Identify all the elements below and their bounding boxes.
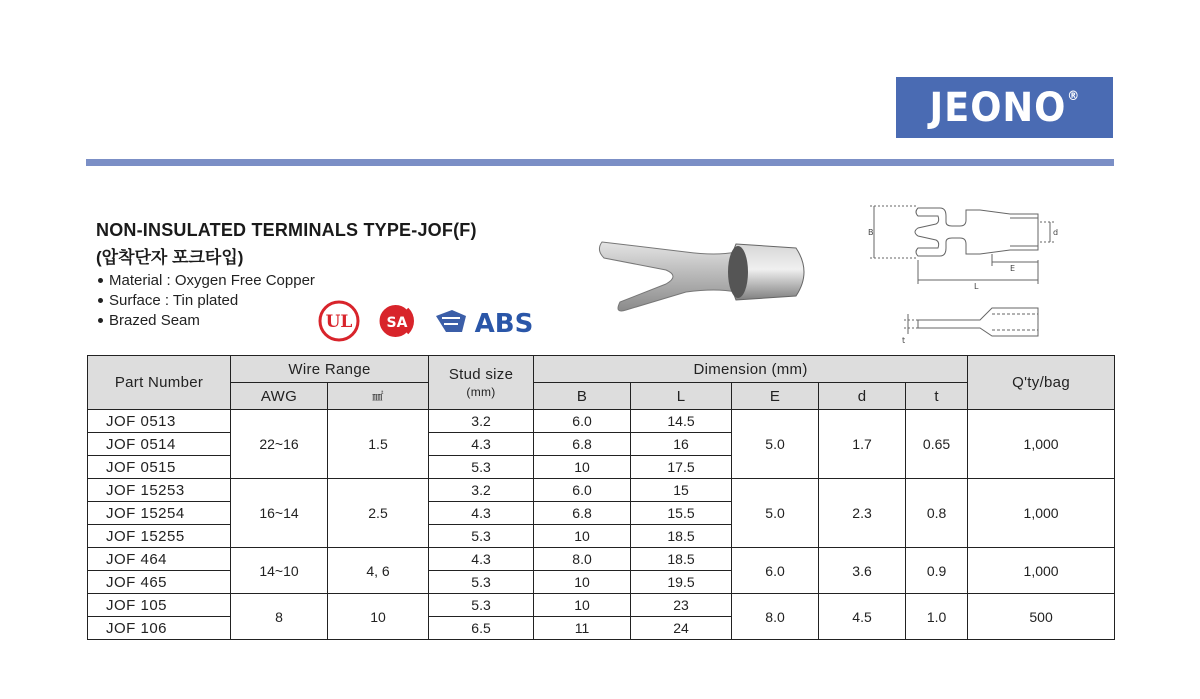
- table-row: JOF 0514 4.3 6.8 16: [88, 433, 1115, 456]
- label-b: B: [868, 228, 874, 237]
- header-b: B: [534, 383, 631, 410]
- header-mm2: ㎟: [328, 383, 429, 410]
- header-l: L: [631, 383, 732, 410]
- header-part-number: Part Number: [88, 356, 231, 410]
- fork-terminal-photo: [596, 230, 816, 322]
- product-title: NON-INSULATED TERMINALS TYPE-JOF(F): [96, 220, 477, 240]
- header-d: d: [819, 383, 906, 410]
- table-row: JOF 15255 5.3 10 18.5: [88, 525, 1115, 548]
- csa-mark-text: SA: [386, 315, 408, 331]
- brand-name: JEONO®: [929, 84, 1080, 131]
- header-awg: AWG: [231, 383, 328, 410]
- table-row: JOF 0513 22~16 1.5 3.2 6.0 14.5 5.0 1.7 0.65 1,000: [88, 410, 1115, 433]
- ul-mark-icon: [318, 300, 360, 342]
- abs-mark-icon: [432, 302, 540, 340]
- header-wire-range: Wire Range: [231, 356, 429, 383]
- header-rule: [86, 159, 1114, 166]
- brand-logo: [896, 77, 1113, 138]
- ul-mark-text: UL: [325, 312, 353, 332]
- header-e: E: [732, 383, 819, 410]
- table-row: JOF 106 6.5 11 24: [88, 617, 1115, 640]
- spec-surface: Surface : Tin plated: [98, 292, 238, 309]
- dimension-drawing: [860, 196, 1070, 346]
- table-row: JOF 0515 5.3 10 17.5: [88, 456, 1115, 479]
- spec-seam: Brazed Seam: [98, 312, 200, 329]
- label-l: L: [974, 282, 979, 291]
- table-row: JOF 105 8 10 5.3 10 23 8.0 4.5 1.0 500: [88, 594, 1115, 617]
- table-row: JOF 464 14~10 4, 6 4.3 8.0 18.5 6.0 3.6 0.9 1,000: [88, 548, 1115, 571]
- header-t: t: [906, 383, 968, 410]
- spec-material: Material : Oxygen Free Copper: [98, 272, 315, 289]
- registered-mark: ®: [1066, 88, 1080, 104]
- csa-mark-icon: [374, 300, 418, 342]
- label-t: t: [902, 336, 906, 345]
- table-row: JOF 465 5.3 10 19.5: [88, 571, 1115, 594]
- header-dimension: Dimension (mm): [534, 356, 968, 383]
- label-e: E: [1010, 264, 1016, 273]
- abs-mark-text: ABS: [474, 309, 534, 339]
- spec-table: [87, 355, 1115, 640]
- table-row: JOF 15253 16~14 2.5 3.2 6.0 15 5.0 2.3 0.8 1,000: [88, 479, 1115, 502]
- table-row: JOF 15254 4.3 6.8 15.5: [88, 502, 1115, 525]
- label-d: d: [1053, 228, 1059, 237]
- header-qty: Q'ty/bag: [968, 356, 1115, 410]
- product-subtitle: (압착단자 포크타입): [96, 248, 244, 267]
- header-stud-size: Stud size (mm): [429, 356, 534, 410]
